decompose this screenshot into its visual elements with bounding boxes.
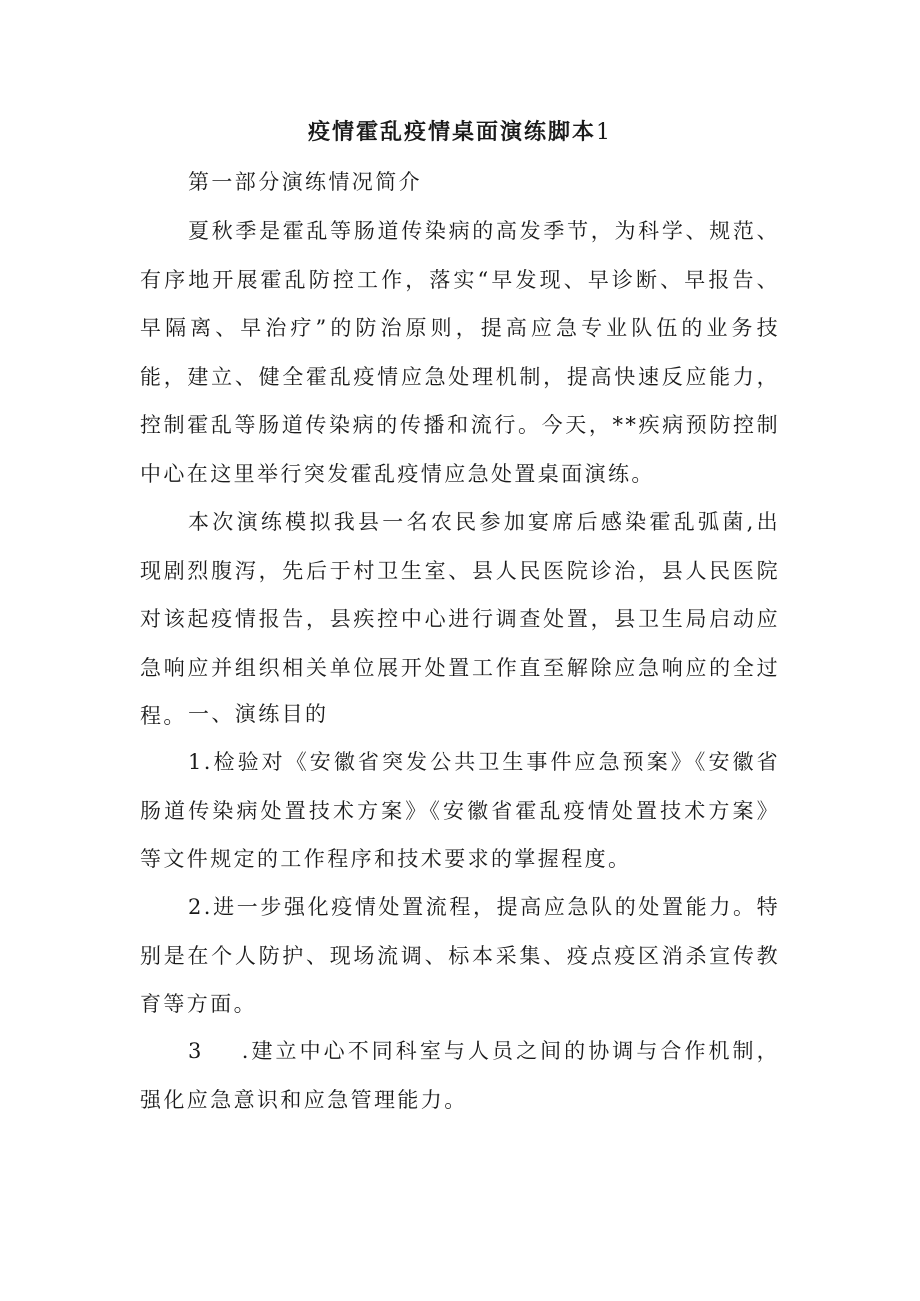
section-heading: 第一部分演练情况简介 <box>188 170 422 194</box>
intro-paragraph: 夏秋季是霍乱等肠道传染病的高发季节，为科学、规范、有序地开展霍乱防控工作，落实“早发现、早诊断、早报告、早隔离、早治疗”的防治原则，提高应急专业队伍的业务技能，建立、健全霍乱疫情应急处理机制，提高快速反应能力，控制霍乱等肠道传染病的传播和流行。今天，**疾病预防控制中心在这里举行突发霍乱疫情应急处置桌面演练。 <box>140 219 780 486</box>
purpose-heading: 一、演练目的 <box>188 702 329 726</box>
title-text: 疫情霍乱疫情桌面演练脚本 <box>307 119 596 145</box>
purpose-item-text: .检验对《安徽省突发公共卫生事件应急预案》《安徽省肠道传染病处置技术方案》《安徽省霍乱疫情处置技术方案》等文件规定的工作程序和技术要求的掌握程度。 <box>140 750 780 871</box>
purpose-item-text: .进一步强化疫情处置流程，提高应急队的处置能力。特别是在个人防护、现场流调、标本采集、疫点疫区消杀宣传教育等方面。 <box>140 895 780 1016</box>
title-number: 1 <box>596 120 612 145</box>
document-title <box>0 115 920 150</box>
purpose-item-text: .建立中心不同科室与人员之间的协调与合作机制，强化应急意识和应急管理能力。 <box>140 1039 780 1112</box>
purpose-item-number: 3 <box>188 1039 204 1063</box>
scenario-paragraph: 本次演练模拟我县一名农民参加宴席后感染霍乱弧菌,出现剧烈腹泻，先后于村卫生室、县人民医院诊治，县人民医院对该起疫情报告，县疾控中心进行调查处置，县卫生局启动应急响应并组织相关单位展开处置工作直至解除应急响应的全过程。 <box>140 510 780 728</box>
purpose-item-1 <box>140 738 780 884</box>
purpose-item-3 <box>140 1027 780 1124</box>
purpose-item-number: 2 <box>188 895 204 919</box>
purpose-item-2 <box>140 883 780 1029</box>
purpose-item-number: 1 <box>188 750 204 774</box>
